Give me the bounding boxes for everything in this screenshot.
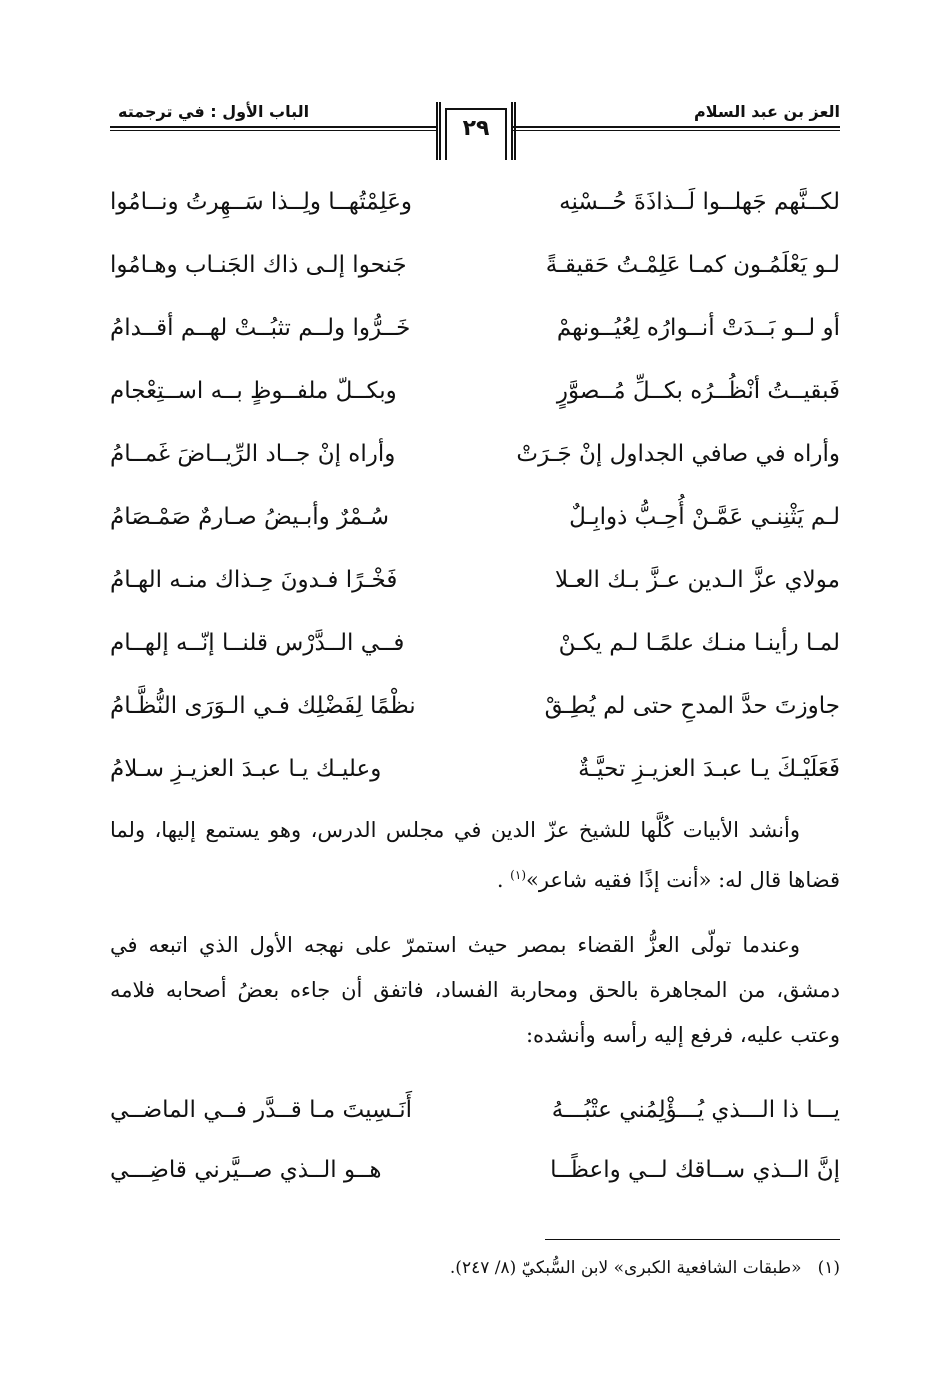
footnote-text: «طبقات الشافعية الكبرى» لابن السُّبكيّ (٨/ ٢٤٧). xyxy=(449,1258,802,1278)
verse-second-hemistich: فَخْـرًا فـدونَ حِـذاك منـه الهـامُ xyxy=(110,567,398,593)
paragraph-text: وعندما تولّى العزُّ القضاء بمصر حيث استمرّ على نهجه الأول الذي اتبعه في دمشق، من المجاهرة بالحق ومحاربة الفساد، فاتفق أن جاءه بعضُ أصحابه فلامه وعتب عليه، فرفع إليه رأسه وأنشده: xyxy=(110,933,840,1047)
verse-first-hemistich: فَعَلَيْـكَ يـا عبـدَ العزيـزِ تحيَّـةٌ xyxy=(578,756,840,782)
verse-second-hemistich: وعليـك يـا عبـدَ العزيـزِ سـلامُ xyxy=(110,756,382,782)
verse-second-hemistich: سُـمْرٌ وأبـيضُ صـارمٌ صَمْـصَامُ xyxy=(110,504,390,530)
page-number: ٢٩ xyxy=(462,116,490,141)
verse-line xyxy=(110,428,840,491)
header-rule-left xyxy=(110,126,438,131)
verse-second-hemistich: وأراه إنْ جــاد الرِّيــاضَ غَمــامُ xyxy=(110,441,396,467)
verse-first-hemistich: لـو يَعْلَمُـون كمـا عَلِمْـتُ حَقيقـةً xyxy=(545,252,840,278)
prose-paragraph xyxy=(110,923,840,1058)
verse-second-hemistich: أَنَـسِيتَ مـا قــدَّر فــي الماضــي xyxy=(110,1097,413,1123)
verse-first-hemistich: لـم يَثْنِنـي عَمَّـنْ أُحِـبُّ ذوابِـلٌ xyxy=(569,504,840,530)
verse-second-hemistich: فــي الــدَّرْس قلنــا إنّــه إلهــام xyxy=(110,630,405,656)
paragraph-end-mark: . xyxy=(496,868,511,892)
verse-first-hemistich: مولاي عزَّ الـدين عـزَّ بـك العـلا xyxy=(554,567,840,593)
verse-first-hemistich: فَبقيــتُ أنْظُــرُه بكــلِّ مُــصوَّرٍ xyxy=(556,378,840,404)
verse-second-hemistich: جَنحوا إلـى ذاك الجَنـاب وهـامُوا xyxy=(110,252,407,278)
running-header xyxy=(110,100,840,170)
verse-line xyxy=(110,176,840,239)
prose-paragraph xyxy=(110,808,840,903)
footnote-separator xyxy=(545,1239,840,1240)
verse-line xyxy=(110,743,840,806)
verse-line xyxy=(110,491,840,554)
page-number-frame xyxy=(436,102,516,160)
verse-second-hemistich: وعَلِمْتُهــا ولِــذا سَــهِرتُ ونــامُوا xyxy=(110,189,413,215)
poem-block xyxy=(110,176,840,806)
header-rule-right xyxy=(512,126,840,131)
verse-line xyxy=(110,365,840,428)
footnote xyxy=(450,1258,840,1278)
verse-first-hemistich: إنَّ الــذي ســاقك لــي واعظًــا xyxy=(550,1157,840,1183)
verse-line xyxy=(110,1144,840,1204)
verse-first-hemistich: أو لــو بَــدَتْ أنــوارُه لِعُيُــونهمْ xyxy=(556,315,840,341)
verse-first-hemistich: يـــا ذا الـــذي يُـــؤْلِمُني عتْبُـــهُ xyxy=(551,1097,840,1123)
verse-second-hemistich: وبكــلّ ملفــوظٍ بــه اســتِعْجام xyxy=(110,378,397,404)
verse-first-hemistich: جاوزتَ حدَّ المدحِ حتى لم يُطِـقْ xyxy=(544,693,840,719)
verse-line xyxy=(110,1084,840,1144)
verse-first-hemistich: وأراه في صافي الجداول إنْ جَـرَتْ xyxy=(516,441,840,467)
poem-block xyxy=(110,1084,840,1204)
verse-second-hemistich: هــو الــذي صــيَّرني قاضِـــي xyxy=(110,1157,382,1183)
verse-line xyxy=(110,554,840,617)
verse-line xyxy=(110,239,840,302)
verse-line xyxy=(110,680,840,743)
verse-second-hemistich: خَــرُّوا ولــم تثبُــتْ لهــم أقــدامُ xyxy=(110,315,411,341)
paragraph-body: وأنشد الأبيات كُلَّها للشيخ عزّ الدين في مجلس الدرس، وهو يستمع إليها، ولما قضاها قال له: «أنت إذًا فقيه شاعر» xyxy=(110,818,840,892)
verse-line xyxy=(110,617,840,680)
verse-first-hemistich: لمـا رأينـا منـك علمًـا لـم يكـنْ xyxy=(558,630,840,656)
verse-line xyxy=(110,302,840,365)
verse-first-hemistich: لكــنَّهم جَهلــوا لَــذاذَةَ حُــسْنِه xyxy=(559,189,840,215)
book-title: العز بن عبد السلام xyxy=(694,102,840,121)
footnote-number: (١) xyxy=(817,1258,840,1278)
paragraph-text xyxy=(110,808,840,903)
chapter-title: الباب الأول : في ترجمته xyxy=(118,102,310,121)
verse-second-hemistich: نظْمًا لِفَضْلِك فـي الـوَرَى النُّظَّـامُ xyxy=(110,693,416,719)
footnote-reference: (١) xyxy=(510,868,526,882)
